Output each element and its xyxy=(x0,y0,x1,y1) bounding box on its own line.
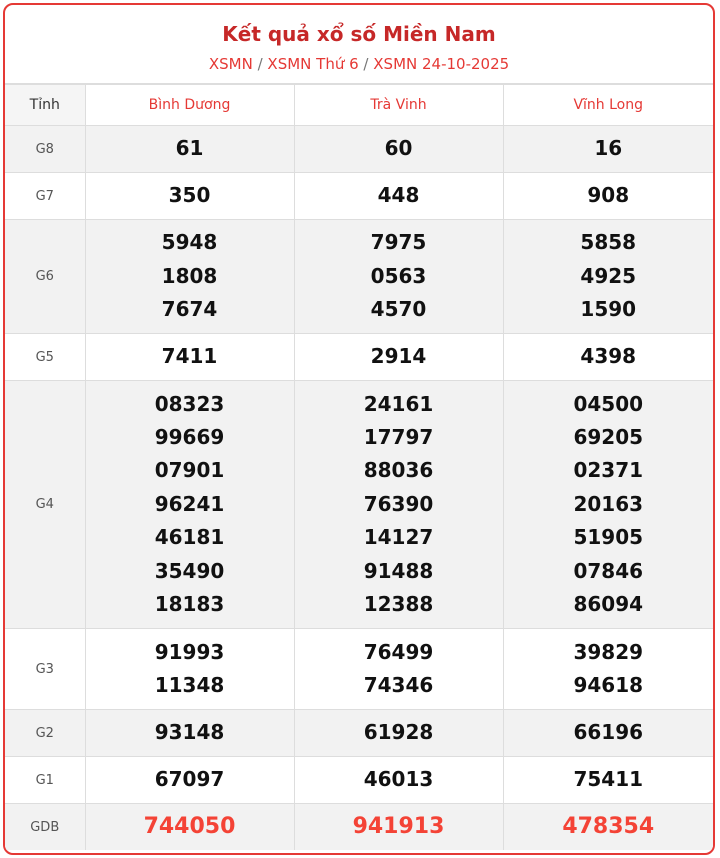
prize-number: 17797 xyxy=(363,424,434,449)
prize-cell xyxy=(85,126,294,173)
prize-number: 66196 xyxy=(573,720,644,745)
column-header-vinh-long[interactable]: Vĩnh Long xyxy=(503,85,713,126)
prize-cell xyxy=(85,220,294,334)
prize-cell xyxy=(294,804,503,851)
table-row xyxy=(5,757,713,804)
special-prize-number: 941913 xyxy=(352,814,445,840)
prize-label: G6 xyxy=(5,220,85,334)
prize-number: 61 xyxy=(175,136,204,161)
prize-number: 908 xyxy=(587,183,630,208)
prize-number: 91993 xyxy=(154,639,225,664)
prize-label: G2 xyxy=(5,710,85,757)
results-table xyxy=(5,84,713,850)
prize-number: 11348 xyxy=(154,673,225,697)
prize-number: 46181 xyxy=(154,525,225,550)
column-header-tra-vinh[interactable]: Trà Vinh xyxy=(294,85,503,126)
prize-number: 86094 xyxy=(573,592,644,617)
prize-label: G3 xyxy=(5,629,85,710)
results-card xyxy=(3,3,715,855)
prize-number: 1808 xyxy=(161,263,218,288)
prize-number: 7674 xyxy=(161,297,218,322)
prize-number: 93148 xyxy=(154,720,225,745)
prize-number: 39829 xyxy=(573,639,644,664)
prize-number: 7411 xyxy=(161,344,218,369)
prize-number: 20163 xyxy=(573,491,644,516)
breadcrumb-separator: / xyxy=(257,55,263,73)
prize-cell xyxy=(503,126,713,173)
prize-cell xyxy=(294,173,503,220)
page-title: Kết quả xổ số Miền Nam xyxy=(222,22,496,46)
prize-cell xyxy=(85,629,294,710)
prize-label: G4 xyxy=(5,381,85,629)
column-header-province-label: Tỉnh xyxy=(5,85,85,126)
breadcrumb-separator: / xyxy=(363,55,369,73)
prize-cell xyxy=(503,334,713,381)
prize-cell xyxy=(503,173,713,220)
prize-number: 12388 xyxy=(363,592,434,617)
prize-number: 448 xyxy=(377,183,420,208)
table-row xyxy=(5,629,713,710)
prize-number: 99669 xyxy=(154,424,225,449)
prize-label: G8 xyxy=(5,126,85,173)
prize-number: 7975 xyxy=(370,230,427,255)
special-prize-number: 744050 xyxy=(143,814,236,840)
prize-number: 350 xyxy=(168,183,211,208)
breadcrumb-xsmn-date[interactable]: XSMN 24-10-2025 xyxy=(373,55,510,73)
prize-cell xyxy=(85,381,294,629)
prize-cell xyxy=(294,629,503,710)
prize-cell xyxy=(503,804,713,851)
prize-number: 2914 xyxy=(370,344,427,369)
prize-number: 46013 xyxy=(363,767,434,792)
prize-number: 91488 xyxy=(363,558,434,583)
prize-cell xyxy=(85,804,294,851)
table-row xyxy=(5,334,713,381)
breadcrumb-xsmn-thu-6[interactable]: XSMN Thứ 6 xyxy=(267,55,359,73)
prize-cell xyxy=(503,710,713,757)
prize-cell xyxy=(85,173,294,220)
breadcrumb xyxy=(5,54,713,74)
prize-cell xyxy=(294,126,503,173)
results-header xyxy=(5,5,713,84)
prize-number: 5948 xyxy=(161,230,218,255)
prize-number: 74346 xyxy=(363,673,434,697)
prize-number: 08323 xyxy=(154,391,225,416)
breadcrumb-xsmn[interactable]: XSMN xyxy=(208,55,253,73)
prize-number: 51905 xyxy=(573,525,644,550)
table-row xyxy=(5,126,713,173)
prize-number: 4570 xyxy=(370,297,427,322)
table-header-row xyxy=(5,85,713,126)
prize-number: 76499 xyxy=(363,639,434,664)
prize-cell xyxy=(503,381,713,629)
prize-number: 07846 xyxy=(573,558,644,583)
prize-number: 0563 xyxy=(370,263,427,288)
prize-cell xyxy=(294,757,503,804)
prize-cell xyxy=(503,757,713,804)
prize-number: 61928 xyxy=(363,720,434,745)
prize-number: 4398 xyxy=(580,344,637,369)
prize-number: 75411 xyxy=(573,767,644,792)
prize-cell xyxy=(294,710,503,757)
prize-number: 18183 xyxy=(154,592,225,617)
prize-number: 69205 xyxy=(573,424,644,449)
table-row xyxy=(5,220,713,334)
special-prize-number: 478354 xyxy=(562,814,655,840)
prize-cell xyxy=(294,220,503,334)
prize-number: 4925 xyxy=(580,263,637,288)
prize-number: 04500 xyxy=(573,391,644,416)
prize-number: 02371 xyxy=(573,458,644,483)
column-header-binh-duong[interactable]: Bình Dương xyxy=(85,85,294,126)
prize-cell xyxy=(294,334,503,381)
prize-number: 35490 xyxy=(154,558,225,583)
prize-label: G7 xyxy=(5,173,85,220)
prize-number: 94618 xyxy=(573,673,644,697)
prize-number: 1590 xyxy=(580,297,637,322)
table-row xyxy=(5,710,713,757)
prize-number: 96241 xyxy=(154,491,225,516)
prize-number: 07901 xyxy=(154,458,225,483)
prize-cell xyxy=(503,629,713,710)
prize-cell xyxy=(294,381,503,629)
prize-number: 67097 xyxy=(154,767,225,792)
prize-number: 76390 xyxy=(363,491,434,516)
prize-label: G1 xyxy=(5,757,85,804)
prize-cell xyxy=(85,710,294,757)
prize-number: 60 xyxy=(384,136,413,161)
prize-cell xyxy=(503,220,713,334)
prize-number: 5858 xyxy=(580,230,637,255)
prize-number: 24161 xyxy=(363,391,434,416)
prize-label: G5 xyxy=(5,334,85,381)
prize-number: 14127 xyxy=(363,525,434,550)
prize-number: 88036 xyxy=(363,458,434,483)
table-row xyxy=(5,804,713,851)
prize-label: GDB xyxy=(5,804,85,851)
table-row xyxy=(5,173,713,220)
prize-number: 16 xyxy=(594,136,623,161)
prize-cell xyxy=(85,757,294,804)
prize-cell xyxy=(85,334,294,381)
table-row xyxy=(5,381,713,629)
